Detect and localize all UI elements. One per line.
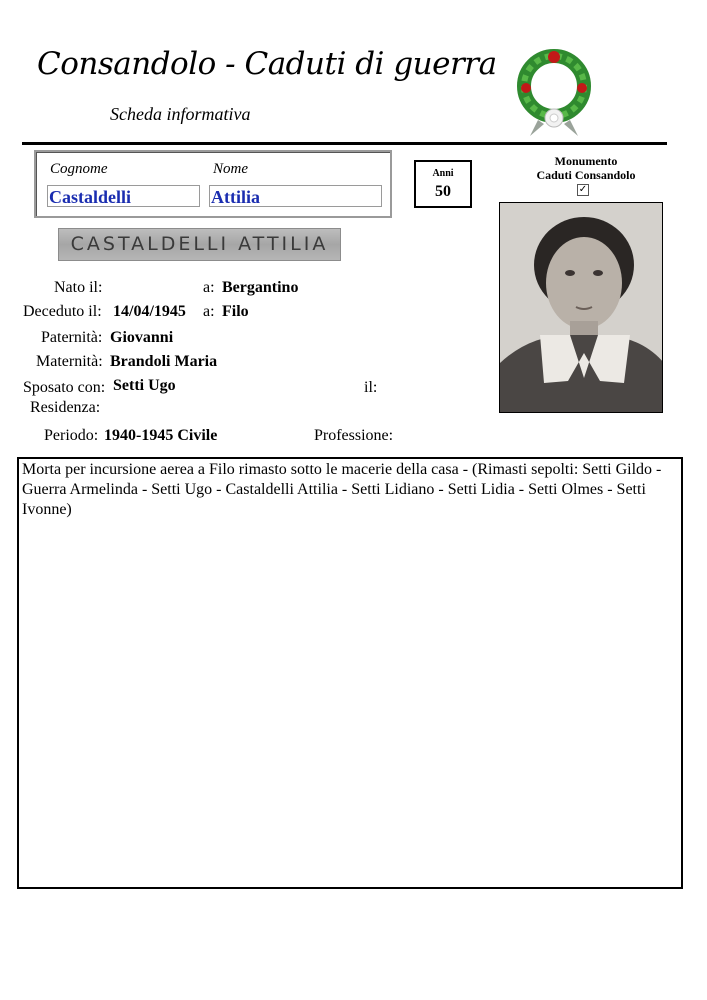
wreath-logo bbox=[508, 42, 600, 138]
deceduto-a-label: a: bbox=[203, 303, 215, 320]
age-box bbox=[414, 160, 472, 208]
age-value: 50 bbox=[435, 183, 451, 200]
cognome-label: Cognome bbox=[50, 161, 108, 177]
memorial-plaque: CASTALDELLI ATTILIA bbox=[58, 228, 341, 261]
nome-field[interactable]: Attilia bbox=[209, 185, 382, 207]
cognome-field[interactable]: Castaldelli bbox=[47, 185, 200, 207]
deceduto-a-value: Filo bbox=[222, 303, 249, 320]
page-title: Consandolo - Caduti di guerra bbox=[37, 46, 497, 82]
nato-a-label: a: bbox=[203, 279, 215, 296]
header-divider bbox=[22, 142, 667, 145]
sposato-label: Sposato con: bbox=[23, 379, 106, 396]
monument-checkbox[interactable]: ✓ bbox=[578, 184, 588, 195]
deceduto-value: 14/04/1945 bbox=[113, 303, 186, 320]
nome-label: Nome bbox=[213, 161, 248, 177]
portrait-image bbox=[500, 203, 663, 413]
maternita-label: Maternità: bbox=[36, 353, 103, 370]
monument-label bbox=[520, 154, 652, 182]
professione-label: Professione: bbox=[314, 427, 394, 444]
portrait-photo bbox=[499, 202, 663, 413]
sposato-value: Setti Ugo bbox=[113, 377, 176, 394]
periodo-label: Periodo: bbox=[44, 427, 99, 444]
paternita-label: Paternità: bbox=[41, 329, 103, 346]
nato-label: Nato il: bbox=[54, 279, 103, 296]
deceduto-label: Deceduto il: bbox=[23, 303, 102, 320]
notes-textarea[interactable]: Morta per incursione aerea a Filo rimasto sotto le macerie della casa - (Rimasti sepolti: Setti Gildo - Guerra Armelinda - Setti Ugo - Castaldelli Attilia - Setti Lidiano - Setti Lidia - Setti Olmes - Setti Ivonne) bbox=[17, 457, 683, 889]
paternita-value: Giovanni bbox=[110, 329, 174, 346]
age-label: Anni bbox=[432, 168, 454, 179]
page-subtitle: Scheda informativa bbox=[110, 104, 251, 124]
residenza-label: Residenza: bbox=[30, 399, 101, 416]
monument-line2: Caduti Consandolo bbox=[536, 168, 636, 182]
nato-a-value: Bergantino bbox=[222, 279, 299, 296]
maternita-value: Brandoli Maria bbox=[110, 353, 218, 370]
monument-line1: Monumento bbox=[554, 154, 618, 168]
periodo-value: 1940-1945 Civile bbox=[104, 427, 218, 444]
il-label: il: bbox=[364, 379, 378, 396]
